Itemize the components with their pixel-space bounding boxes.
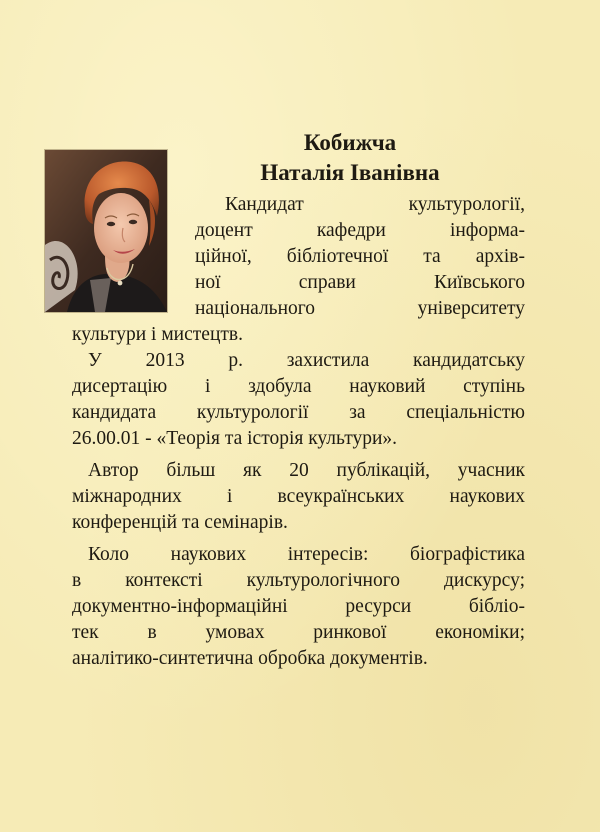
bio-line: У 2013 р. захистила кандидатську xyxy=(88,350,525,371)
bio-line: міжнародних і всеукраїнських наукових xyxy=(72,486,525,507)
bio-line: доцент кафедри інформа- xyxy=(195,220,525,241)
bio-line: в контексті культурологічного дискурсу; xyxy=(72,570,525,591)
bio-line: культури і мистецтв. xyxy=(72,324,243,345)
bio-line: дисертацію і здобула науковий ступінь xyxy=(72,376,525,397)
bio-line: Автор більш як 20 публікацій, учасник xyxy=(88,460,525,481)
bio-line: Коло наукових інтересів: біографістика xyxy=(88,544,525,565)
bio-line: національного університету xyxy=(195,298,525,319)
author-given-names: Наталія Іванівна xyxy=(260,160,440,185)
bio-line: конференцій та семінарів. xyxy=(72,512,288,533)
bio-line: документно-інформаційні ресурси бібліо- xyxy=(72,596,525,617)
bio-line: ної справи Київського xyxy=(195,272,525,293)
bio-line: 26.00.01 - «Теорія та історія культури». xyxy=(72,428,398,449)
author-surname: Кобижча xyxy=(303,130,397,155)
bio-line: аналітико-синтетична обробка документів. xyxy=(72,648,428,669)
bio-line: кандидата культурології за спеціальністю xyxy=(72,402,525,423)
bio-line: Кандидат культурології, xyxy=(225,194,525,215)
bio-line: ційної, бібліотечної та архів- xyxy=(195,246,525,267)
bio-line: тек в умовах ринкової економіки; xyxy=(72,622,525,643)
author-portrait-photo xyxy=(45,150,167,312)
